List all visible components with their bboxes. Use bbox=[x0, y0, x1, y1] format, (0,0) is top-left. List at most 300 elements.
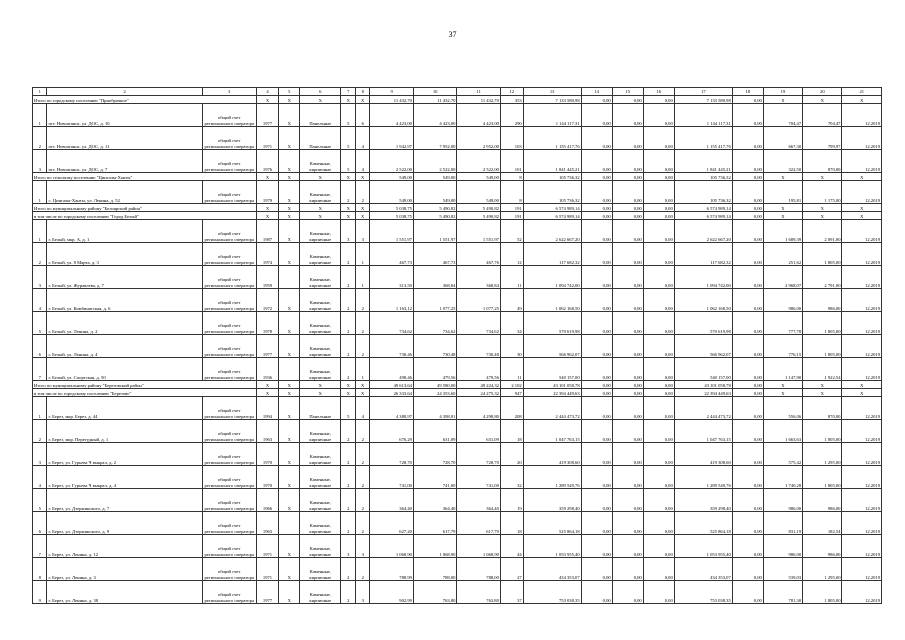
table-cell: 322,50 bbox=[763, 150, 802, 173]
table-cell: 1 047 763,15 bbox=[674, 420, 732, 443]
table-cell: X bbox=[279, 96, 300, 104]
table-cell: 8 bbox=[500, 173, 523, 181]
table-cell: 2 bbox=[341, 358, 355, 381]
table-cell: 549,00 bbox=[370, 173, 413, 181]
wrapped-text: Каменные, кирпичные bbox=[309, 477, 332, 488]
table-cell: X bbox=[279, 243, 300, 266]
address-cell: г. Белый, ул. 8 Марта, д. 3 bbox=[47, 243, 202, 266]
table-cell: 2 bbox=[341, 466, 355, 489]
address-cell: г. Белый, ул. Ленина, д. 4 bbox=[47, 335, 202, 358]
table-cell: 467,73 bbox=[370, 243, 413, 266]
table-cell: X bbox=[279, 127, 300, 150]
table-cell: 0,00 bbox=[732, 243, 763, 266]
wrapped-text: Каменные, кирпичные bbox=[309, 523, 332, 534]
table-cell bbox=[279, 512, 300, 535]
table-cell: 1 295,00 bbox=[803, 443, 842, 466]
wrapped-text: общий счет регионального оператора bbox=[204, 277, 254, 288]
table-cell: 799,97 bbox=[803, 127, 842, 150]
wrapped-text: общий счет регионального оператора bbox=[204, 369, 254, 380]
table-cell: 0,00 bbox=[581, 266, 612, 289]
table-cell: 0,00 bbox=[643, 389, 674, 397]
table-cell: 0,00 bbox=[581, 243, 612, 266]
table-cell: 753 038,35 bbox=[523, 581, 581, 604]
wrapped-text: Панельные bbox=[309, 120, 332, 126]
row-number: 9 bbox=[33, 581, 47, 604]
table-cell: 359 298,40 bbox=[523, 489, 581, 512]
table-cell: 1 068,90 bbox=[413, 535, 456, 558]
table-cell: 1970 bbox=[256, 443, 279, 466]
table-cell bbox=[202, 397, 256, 420]
table-cell: 0,00 bbox=[643, 181, 674, 204]
table-cell: 18 bbox=[500, 420, 523, 443]
table-cell: X bbox=[279, 173, 300, 181]
table-cell: 0,00 bbox=[732, 358, 763, 381]
table-cell: 12.2019 bbox=[842, 443, 882, 466]
table-cell: 11 432,70 bbox=[370, 96, 413, 104]
table-cell: X bbox=[279, 535, 300, 558]
column-number: 1 bbox=[33, 88, 47, 96]
table-row bbox=[33, 558, 882, 581]
table-cell: 1966 bbox=[256, 489, 279, 512]
wrapped-text: общий счет регионального оператора bbox=[204, 431, 254, 442]
table-cell: 1 841 445,21 bbox=[523, 150, 581, 173]
table-cell: 1 922,54 bbox=[803, 358, 842, 381]
table-cell: 0,00 bbox=[581, 312, 612, 335]
table-cell: X bbox=[279, 335, 300, 358]
table-cell: 570 619,98 bbox=[523, 312, 581, 335]
table-cell: 1 062 168,50 bbox=[674, 289, 732, 312]
wrapped-text: Панельные bbox=[309, 413, 332, 419]
wrapped-text: Каменные, кирпичные bbox=[309, 192, 332, 203]
table-cell: 1 155 417,76 bbox=[523, 127, 581, 150]
wrapped-text: Каменные, кирпичные bbox=[309, 454, 332, 465]
row-number: 6 bbox=[33, 335, 47, 358]
table-cell: 22 394 449,63 bbox=[523, 389, 581, 397]
table-cell: 313,50 bbox=[370, 266, 413, 289]
table-row bbox=[33, 420, 882, 443]
table-cell: 105 736,32 bbox=[674, 181, 732, 204]
table-cell: 0,00 bbox=[581, 397, 612, 420]
table-cell bbox=[300, 443, 341, 466]
table-cell: 1 805,00 bbox=[803, 466, 842, 489]
table-cell: 103 bbox=[500, 127, 523, 150]
subtotal-row bbox=[33, 212, 882, 220]
table-cell: 2 bbox=[341, 266, 355, 289]
table-row bbox=[33, 312, 882, 335]
table-cell: 1 551,97 bbox=[370, 220, 413, 243]
table-cell: 2 102 bbox=[500, 381, 523, 389]
table-cell: 12.2019 bbox=[842, 127, 882, 150]
table-cell: 0,00 bbox=[643, 266, 674, 289]
address-cell: г. Белый, ул. Журавлева, д. 7 bbox=[47, 266, 202, 289]
table-cell: 251,62 bbox=[763, 243, 802, 266]
table-cell: 117 682,32 bbox=[523, 243, 581, 266]
table-cell: 2 bbox=[355, 312, 369, 335]
table-cell: X bbox=[763, 389, 802, 397]
table-cell: 467,76 bbox=[457, 243, 500, 266]
table-cell bbox=[202, 443, 256, 466]
subtotal-label: Итого по муниципальному району "Белоярский район" bbox=[33, 204, 257, 212]
row-number: 8 bbox=[33, 558, 47, 581]
table-cell: 0,00 bbox=[732, 204, 763, 212]
column-number: 8 bbox=[355, 88, 369, 96]
table-cell: 19 bbox=[500, 489, 523, 512]
table-cell: X bbox=[300, 96, 341, 104]
table-cell: 902,99 bbox=[370, 581, 413, 604]
subtotal-label: Итого по сельскому поселению "Цингалы-Ханты" bbox=[33, 173, 257, 181]
table-cell: 1 062 168,50 bbox=[523, 289, 581, 312]
table-cell: 3 bbox=[341, 220, 355, 243]
address-cell: пгт. Новоаганск, ул. ДОС, д. 7 bbox=[47, 150, 202, 173]
table-cell: 0,00 bbox=[612, 312, 643, 335]
table-cell: 0,00 bbox=[643, 466, 674, 489]
table-cell: 0,00 bbox=[581, 358, 612, 381]
row-number: 3 bbox=[33, 443, 47, 466]
table-cell: 1977 bbox=[256, 335, 279, 358]
table-cell: 0,00 bbox=[612, 220, 643, 243]
table-cell: 2 622 667,20 bbox=[674, 220, 732, 243]
table-cell: X bbox=[341, 212, 355, 220]
table-cell: 3 bbox=[355, 535, 369, 558]
table-cell bbox=[202, 335, 256, 358]
table-cell bbox=[202, 243, 256, 266]
table-cell: 0,00 bbox=[732, 443, 763, 466]
table-cell: 2 bbox=[341, 181, 355, 204]
table-cell bbox=[300, 312, 341, 335]
table-cell: 986,00 bbox=[803, 289, 842, 312]
table-cell bbox=[202, 289, 256, 312]
table-cell: 34 bbox=[500, 312, 523, 335]
table-cell: 0,00 bbox=[732, 96, 763, 104]
row-number: 4 bbox=[33, 466, 47, 489]
table-cell: 0,00 bbox=[643, 381, 674, 389]
address-cell: г. Берез, мкр. Берез, д. 44 bbox=[47, 397, 202, 420]
table-cell: 191 bbox=[500, 212, 523, 220]
table-cell: 728,70 bbox=[457, 443, 500, 466]
table-cell: 763,80 bbox=[413, 581, 456, 604]
table-cell: 0,00 bbox=[581, 173, 612, 181]
table-cell: X bbox=[763, 204, 802, 212]
table-cell: 1994 bbox=[256, 397, 279, 420]
table-cell: 4 bbox=[355, 397, 369, 420]
table-cell: 0,00 bbox=[581, 212, 612, 220]
wrapped-text: общий счет регионального оператора bbox=[204, 300, 254, 311]
table-cell: 18 bbox=[500, 512, 523, 535]
table-cell: 37 bbox=[500, 581, 523, 604]
table-cell bbox=[202, 312, 256, 335]
table-cell: X bbox=[300, 389, 341, 397]
table-cell: 947 bbox=[500, 389, 523, 397]
table-cell: 12.2019 bbox=[842, 558, 882, 581]
table-cell: 0,00 bbox=[581, 204, 612, 212]
table-cell: 0,00 bbox=[732, 512, 763, 535]
table-cell: 1 663,63 bbox=[763, 420, 802, 443]
table-cell: 0,00 bbox=[581, 104, 612, 127]
address-cell: г. Берез, ул. Ленина, д. 3 bbox=[47, 558, 202, 581]
table-cell: 1 689,39 bbox=[763, 220, 802, 243]
table-cell: X bbox=[842, 96, 882, 104]
table-cell: 2 bbox=[341, 312, 355, 335]
wrapped-text: общий счет регионального оператора bbox=[204, 569, 254, 580]
column-number: 4 bbox=[256, 88, 279, 96]
table-cell: 105 736,32 bbox=[674, 173, 732, 181]
table-cell: 0,00 bbox=[643, 581, 674, 604]
table-cell: 1 841 445,21 bbox=[674, 150, 732, 173]
table-cell: 734,62 bbox=[413, 312, 456, 335]
table-cell: 0,00 bbox=[581, 96, 612, 104]
table-cell: 2 bbox=[341, 443, 355, 466]
table-cell: 539,03 bbox=[763, 558, 802, 581]
table-cell: 2 968,07 bbox=[763, 266, 802, 289]
table-cell: 570 619,98 bbox=[674, 312, 732, 335]
column-number: 20 bbox=[803, 88, 842, 96]
table-cell: 1 bbox=[355, 266, 369, 289]
table-cell: 788,99 bbox=[370, 558, 413, 581]
table-cell: X bbox=[300, 173, 341, 181]
table-cell: 1 289 549,76 bbox=[674, 466, 732, 489]
table-cell: 0,00 bbox=[581, 220, 612, 243]
table-cell: 0,00 bbox=[643, 104, 674, 127]
table-cell: 182,54 bbox=[803, 512, 842, 535]
subtotal-row bbox=[33, 389, 882, 397]
table-cell: X bbox=[803, 212, 842, 220]
wrapped-text: Каменные, кирпичные bbox=[309, 369, 332, 380]
table-cell: 368,84 bbox=[413, 266, 456, 289]
table-cell: 12.2019 bbox=[842, 104, 882, 127]
wrapped-text: Каменные, кирпичные bbox=[309, 346, 332, 357]
table-row bbox=[33, 466, 882, 489]
table-cell: 0,00 bbox=[612, 581, 643, 604]
table-cell: 434 353,07 bbox=[523, 558, 581, 581]
table-row bbox=[33, 512, 882, 535]
address-cell: пгт. Новоаганск, ул. ДОС, д. 11 bbox=[47, 127, 202, 150]
table-cell: 4 bbox=[355, 150, 369, 173]
table-cell: 704,47 bbox=[803, 104, 842, 127]
table-cell: X bbox=[279, 581, 300, 604]
wrapped-text: общий счет регионального оператора bbox=[204, 346, 254, 357]
table-cell: 741,00 bbox=[457, 466, 500, 489]
table-cell: 549,00 bbox=[370, 181, 413, 204]
table-cell: X bbox=[842, 381, 882, 389]
table-cell: 0,00 bbox=[581, 181, 612, 204]
column-number: 17 bbox=[674, 88, 732, 96]
table-cell: 43 101 058,78 bbox=[674, 381, 732, 389]
table-cell: 777,78 bbox=[763, 312, 802, 335]
table-cell: 0,00 bbox=[643, 204, 674, 212]
table-cell: 0,00 bbox=[612, 558, 643, 581]
table-cell: 434 353,07 bbox=[674, 558, 732, 581]
table-cell: 498,46 bbox=[370, 358, 413, 381]
table-cell: 26 333,64 bbox=[370, 389, 413, 397]
table-cell bbox=[202, 466, 256, 489]
table-cell: 467,73 bbox=[413, 243, 456, 266]
table-cell: 0,00 bbox=[643, 289, 674, 312]
table-cell: 0,00 bbox=[643, 220, 674, 243]
table-cell: 1 942,97 bbox=[370, 127, 413, 150]
table-cell: X bbox=[842, 212, 882, 220]
table-row bbox=[33, 243, 882, 266]
table-cell: 556,06 bbox=[763, 397, 802, 420]
table-cell: 986,00 bbox=[803, 535, 842, 558]
table-cell: 368,84 bbox=[457, 266, 500, 289]
table-cell: 12.2019 bbox=[842, 289, 882, 312]
table-cell: 49 224,32 bbox=[457, 381, 500, 389]
table-cell: 11 bbox=[500, 358, 523, 381]
wrapped-text: Каменные, кирпичные bbox=[309, 546, 332, 557]
wrapped-text: общий счет регионального оператора bbox=[204, 454, 254, 465]
table-cell: X bbox=[300, 204, 341, 212]
table-cell: 2 bbox=[355, 558, 369, 581]
table-cell: 1959 bbox=[256, 266, 279, 289]
table-cell: 2 bbox=[341, 581, 355, 604]
table-row bbox=[33, 181, 882, 204]
table-cell: 1971 bbox=[256, 558, 279, 581]
table-cell: X bbox=[341, 381, 355, 389]
table-cell: X bbox=[256, 204, 279, 212]
table-cell: 1 053 955,40 bbox=[523, 535, 581, 558]
table-cell: 2 bbox=[355, 512, 369, 535]
table-cell: 1 295,00 bbox=[803, 558, 842, 581]
column-number: 9 bbox=[370, 88, 413, 96]
table-cell: X bbox=[256, 212, 279, 220]
subtotal-row bbox=[33, 204, 882, 212]
wrapped-text: Каменные, кирпичные bbox=[309, 323, 332, 334]
table-cell: 0,00 bbox=[581, 535, 612, 558]
table-cell: 5 bbox=[341, 104, 355, 127]
table-cell: 0,00 bbox=[612, 173, 643, 181]
wrapped-text: Каменные, кирпичные bbox=[309, 592, 332, 603]
table-row bbox=[33, 266, 882, 289]
table-cell: 24 353,60 bbox=[413, 389, 456, 397]
table-cell: 419 308,60 bbox=[674, 443, 732, 466]
wrapped-text: общий счет регионального оператора bbox=[204, 408, 254, 419]
table-cell: X bbox=[803, 389, 842, 397]
table-cell: 49 613,64 bbox=[370, 381, 413, 389]
address-cell: г. Белый, мкр. А, д. 1 bbox=[47, 220, 202, 243]
table-cell: 195,81 bbox=[763, 181, 802, 204]
table-cell: 12.2019 bbox=[842, 535, 882, 558]
column-number: 6 bbox=[300, 88, 341, 96]
table-cell: 2 444 473,72 bbox=[523, 397, 581, 420]
table-cell: 549,00 bbox=[413, 181, 456, 204]
table-cell: 788,00 bbox=[457, 558, 500, 581]
table-cell: X bbox=[355, 212, 369, 220]
wrapped-text: общий счет регионального оператора bbox=[204, 323, 254, 334]
table-cell: X bbox=[763, 381, 802, 389]
table-cell: 1 147,90 bbox=[763, 358, 802, 381]
table-cell: 0,00 bbox=[612, 335, 643, 358]
table-cell: 5 bbox=[341, 397, 355, 420]
column-number: 10 bbox=[413, 88, 456, 96]
table-cell: X bbox=[279, 204, 300, 212]
table-cell: 0,00 bbox=[612, 512, 643, 535]
table-cell: 3 bbox=[341, 535, 355, 558]
table-cell: 986,00 bbox=[803, 489, 842, 512]
table-cell: 0,00 bbox=[612, 397, 643, 420]
table-cell: 5 bbox=[341, 127, 355, 150]
table-cell: 1 068,90 bbox=[457, 535, 500, 558]
table-cell: 986,00 bbox=[763, 535, 802, 558]
table-cell: 11 432,70 bbox=[457, 96, 500, 104]
table-cell bbox=[300, 335, 341, 358]
table-cell: 6 574 989,14 bbox=[674, 204, 732, 212]
table-cell: 1976 bbox=[256, 150, 279, 173]
table-cell: 734,62 bbox=[370, 312, 413, 335]
table-cell: 0,00 bbox=[612, 420, 643, 443]
table-cell: 3 bbox=[355, 220, 369, 243]
table-cell: 1 053 955,40 bbox=[674, 535, 732, 558]
table-cell: X bbox=[256, 381, 279, 389]
table-cell: 741,00 bbox=[413, 466, 456, 489]
table-cell: 0,00 bbox=[732, 489, 763, 512]
table-cell: 788,00 bbox=[413, 558, 456, 581]
wrapped-text: общий счет регионального оператора bbox=[204, 192, 254, 203]
table-cell: 7 133 580,98 bbox=[674, 96, 732, 104]
table-cell: 11 bbox=[500, 266, 523, 289]
table-cell bbox=[202, 150, 256, 173]
table-cell: 5 038,75 bbox=[370, 204, 413, 212]
column-number: 13 bbox=[523, 88, 581, 96]
table-cell: 549,00 bbox=[457, 181, 500, 204]
table-cell: 870,00 bbox=[803, 397, 842, 420]
table-cell bbox=[300, 127, 341, 150]
table-cell: 12.2019 bbox=[842, 150, 882, 173]
table-cell: 5 490,82 bbox=[413, 212, 456, 220]
table-cell: 0,00 bbox=[643, 312, 674, 335]
table-cell: 2 bbox=[355, 489, 369, 512]
table-cell: X bbox=[300, 381, 341, 389]
wrapped-text: Каменные, кирпичные bbox=[309, 431, 332, 442]
table-cell: 4 388,97 bbox=[370, 397, 413, 420]
table-row bbox=[33, 289, 882, 312]
table-cell: 566 962,07 bbox=[523, 335, 581, 358]
table-cell: 0,00 bbox=[732, 389, 763, 397]
wrapped-text: общий счет регионального оператора bbox=[204, 592, 254, 603]
table-cell: 0,00 bbox=[643, 535, 674, 558]
table-row bbox=[33, 220, 882, 243]
table-cell: X bbox=[803, 96, 842, 104]
table-cell bbox=[202, 512, 256, 535]
table-cell: 0,00 bbox=[732, 266, 763, 289]
table-cell bbox=[202, 535, 256, 558]
table-cell: 0,00 bbox=[732, 581, 763, 604]
table-cell bbox=[300, 420, 341, 443]
table-cell: X bbox=[279, 312, 300, 335]
row-number: 2 bbox=[33, 243, 47, 266]
table-cell: 0,00 bbox=[732, 212, 763, 220]
table-cell: 0,00 bbox=[732, 127, 763, 150]
table-cell: 1 077,25 bbox=[413, 289, 456, 312]
table-cell: 5 490,82 bbox=[457, 204, 500, 212]
table-row bbox=[33, 127, 882, 150]
address-cell: г. Берез, ул. Гурьева Ч выкрал, д. 2 bbox=[47, 443, 202, 466]
table-cell bbox=[202, 581, 256, 604]
table-cell: 0,00 bbox=[612, 381, 643, 389]
table-cell: 191 bbox=[500, 204, 523, 212]
table-cell: 0,00 bbox=[732, 420, 763, 443]
table-cell: 12.2019 bbox=[842, 335, 882, 358]
table-cell bbox=[202, 220, 256, 243]
table-cell: 1972 bbox=[256, 289, 279, 312]
table-cell: 0,00 bbox=[612, 243, 643, 266]
table-cell: 0,00 bbox=[643, 358, 674, 381]
subtotal-row bbox=[33, 173, 882, 181]
column-number: 7 bbox=[341, 88, 355, 96]
table-cell: 6 574 989,14 bbox=[523, 204, 581, 212]
table-cell: 12.2019 bbox=[842, 312, 882, 335]
table-cell: 4 298,80 bbox=[457, 397, 500, 420]
table-cell: 0,00 bbox=[581, 489, 612, 512]
